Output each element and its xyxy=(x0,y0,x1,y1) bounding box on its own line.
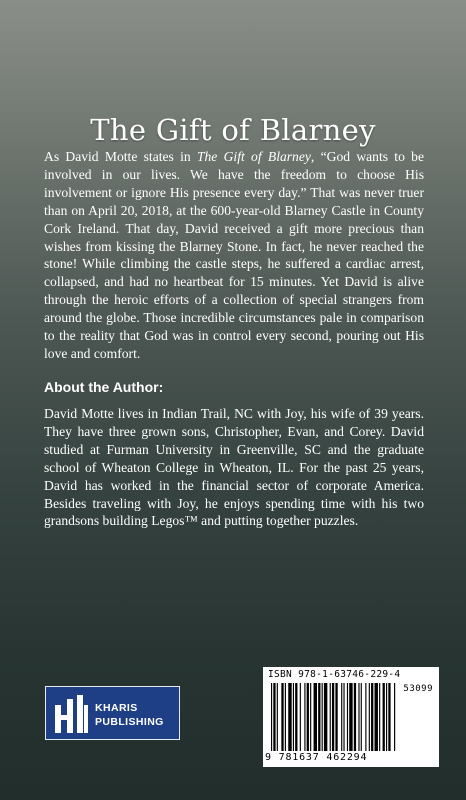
publisher-name-line1: KHARIS xyxy=(95,702,138,714)
price-code: 53099 xyxy=(403,684,433,694)
blurb-book-title: The Gift of Blarney xyxy=(196,149,311,164)
about-author-heading: About the Author: xyxy=(44,379,164,395)
ean-digits: 9 781637 462294 xyxy=(265,752,368,763)
isbn-label: ISBN 978-1-63746-229-4 xyxy=(268,669,401,680)
isbn-barcode xyxy=(263,667,439,767)
kharis-emblem-icon xyxy=(53,693,91,735)
barcode-bars xyxy=(271,683,431,753)
blurb-intro: As David Motte states in xyxy=(44,149,197,164)
book-title: The Gift of Blarney xyxy=(90,113,376,148)
publisher-name-line2: PUBLISHING xyxy=(95,716,164,728)
book-description xyxy=(44,148,424,363)
publisher-logo xyxy=(45,686,180,740)
author-bio: David Motte lives in Indian Trail, NC with Joy, his wife of 39 years. They have three grown sons, Christopher, Evan, and Corey. David studied at Furman University in Greenville, SC and the graduate school of Wheaton College in Wheaton, IL. For the past 25 years, David has worked in the financial sector of corporate America. Besides traveling with Joy, he enjoys spending time with his two grandsons building Legos™ and putting together puzzles. xyxy=(44,406,424,529)
blurb-body: , “God wants to be involved in our lives. We have the freedom to choose His involvement or ignore His presence every day.” That was never truer than on April 20, 2018, at the 600-year-old Blarney Castle in County Cork Ireland. That day, David received a gift more precious than wishes from kissing the Blarney Stone. In fact, he never reached the stone! While climbing the castle steps, he suffered a cardiac arrest, collapsed, and had no heartbeat for 15 minutes. Yet David is alive through the heroic efforts of a collection of special strangers from around the globe. Those incredible circumstances pale in comparison to the reality that God was in control every second, pouring out His love and comfort. xyxy=(44,149,424,361)
